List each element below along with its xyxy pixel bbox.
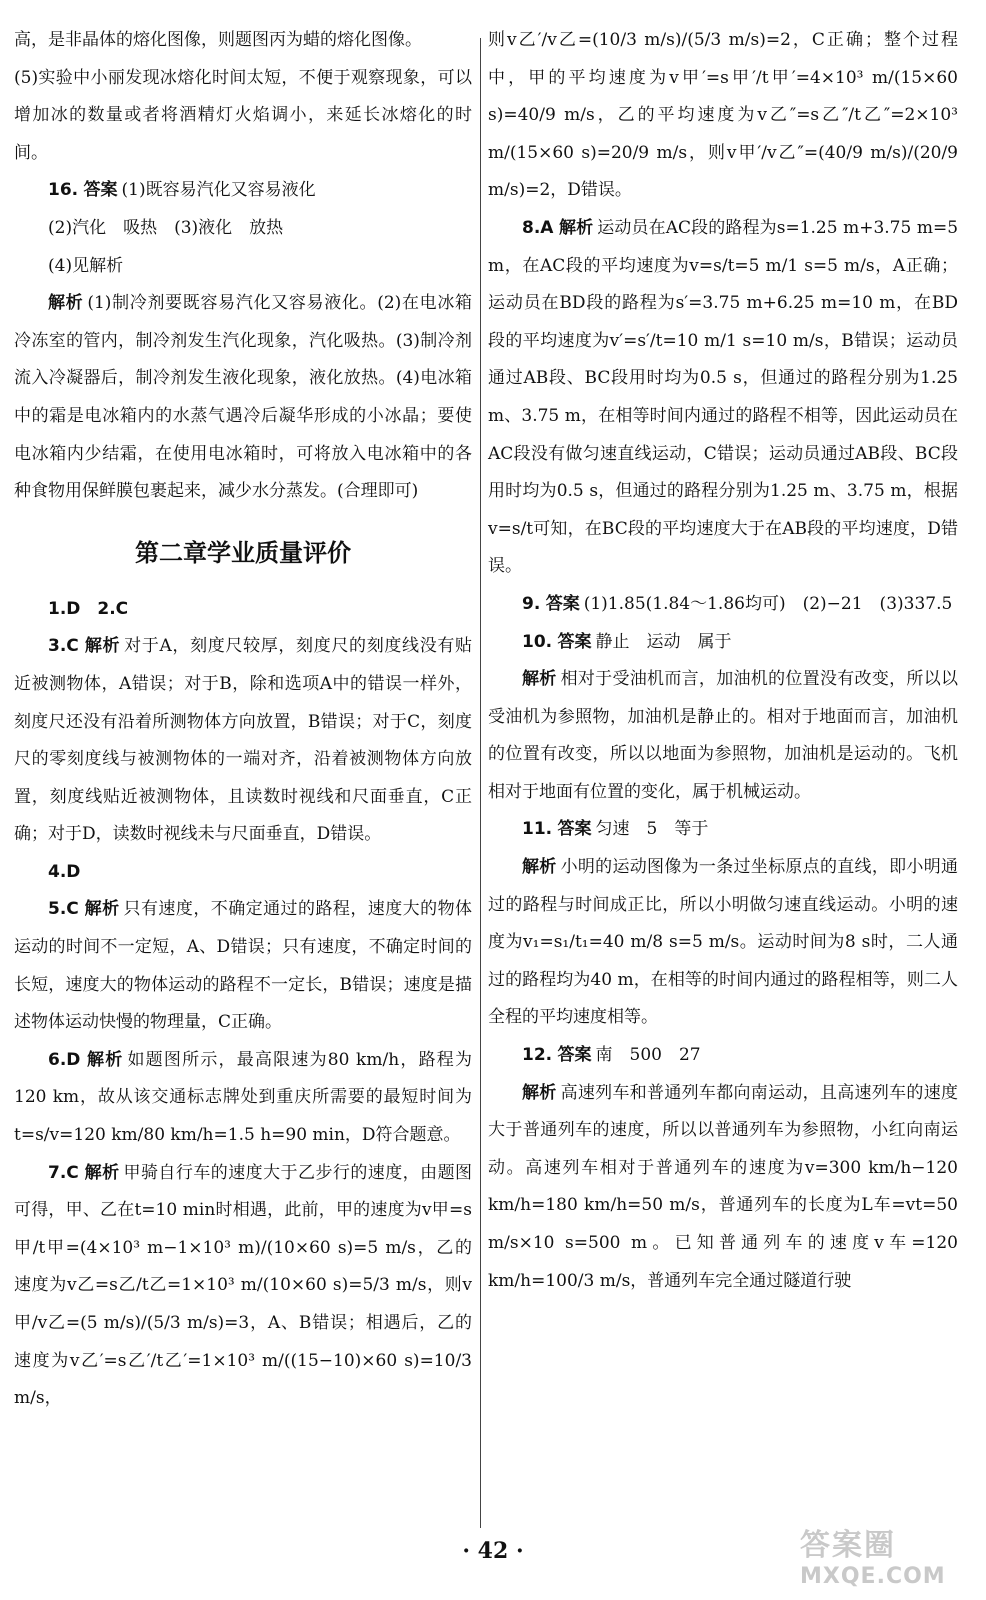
watermark-line2: MXQE.COM — [800, 1564, 946, 1589]
left-column — [14, 22, 472, 1418]
paragraph-text: 对于A，刻度尺较厚，刻度尺的刻度线没有贴近被测物体，A错误；对于B，除和选项A中的错误一样外，刻度尺还没有沿着所测物体方向放置，B错误；对于C，刻度尺的零刻度线与被测物体的一端对齐，沿着被测物体方向放置，刻度线贴近被测物体，且读数时视线和尺面垂直，C正确；对于D，读数时视线未与尺面垂直，D错误。 — [14, 636, 473, 845]
answer-paragraph — [488, 849, 958, 1037]
paragraph-text: (1)既容易汽化又容易液化 — [121, 180, 316, 201]
answer-paragraph — [488, 811, 958, 849]
answer-paragraph — [14, 591, 472, 629]
watermark-line1: 答案圈 — [800, 1528, 896, 1563]
paragraph-text: (1)1.85(1.84～1.86均可) (2)−21 (3)337.5 — [583, 593, 953, 614]
paragraph-text: 高速列车和普通列车都向南运动，且高速列车的速度大于普通列车的速度，所以以普通列车为参照物，小红向南运动。高速列车相对于普通列车的速度为v=300 km/h−120 km/h=180 km/h=50 m/s，普通列车的长度为L车=vt=50 m/s×10 s=500 m。已知普通列车的速度v车=120 km/h=100/3 m/s，普通列车完全通过隧道行驶 — [488, 1082, 959, 1291]
paragraph-text: 如题图所示，最高限速为80 km/h，路程为120 km，故从该交通标志牌处到重庆所需要的最短时间为t=s/v=120 km/80 km/h=1.5 h=90 min，D符合题意。 — [14, 1049, 473, 1146]
answer-paragraph — [488, 661, 958, 811]
paragraph-text: (4)见解析 — [48, 255, 124, 276]
answer-paragraph — [14, 285, 472, 511]
question-number: 8.A — [522, 217, 554, 238]
answer-paragraph — [14, 854, 472, 892]
right-column — [488, 22, 958, 1300]
paragraph-text: 小明的运动图像为一条过坐标原点的直线，即小明通过的路程与时间成正比，所以小明做匀速直线运动。小明的速度为v₁=s₁/t₁=40 m/8 s=5 m/s。运动时间为8 s时，二人通过的路程均为40 m，在相等的时间内通过的路程相等，则二人全程的平均速度相等。 — [488, 857, 959, 1028]
answer-paragraph — [14, 628, 472, 854]
question-number: 7.C — [48, 1162, 79, 1183]
keyword-label: 解析 — [84, 1162, 120, 1183]
paragraph-text: (1)制冷剂要既容易汽化又容易液化。(2)在电冰箱冷冻室的管内，制冷剂发生汽化现象，汽化吸热。(3)制冷剂流入冷凝器后，制冷剂发生液化现象，液化放热。(4)电冰箱中的霜是电冰箱内的水蒸气遇冷后凝华形成的小冰晶；要使电冰箱内少结霜，在使用电冰箱时，可将放入电冰箱中的各种食物用保鲜膜包裹起来，减少水分蒸发。(合理即可) — [14, 293, 472, 502]
answer-paragraph — [488, 22, 958, 210]
answer-paragraph — [488, 586, 958, 624]
answer-paragraph — [14, 172, 472, 210]
keyword-label: 解析 — [84, 636, 121, 657]
answer-paragraph — [488, 624, 958, 662]
keyword-label: 解析 — [522, 857, 557, 878]
paragraph-text: 匀速 5 等于 — [595, 819, 709, 840]
answer-paragraph — [14, 248, 472, 286]
paragraph-text: 南 500 27 — [595, 1045, 701, 1066]
answer-paragraph — [488, 1037, 958, 1075]
question-number: 4.D — [48, 861, 81, 882]
question-number: 9. — [522, 593, 541, 614]
keyword-label: 答案 — [545, 593, 580, 614]
paragraph-text: 只有速度，不确定通过的路程，速度大的物体运动的时间不一定短，A、D错误；只有速度，不确定时间的长短，速度大的物体运动的路程不一定长，B错误；速度是描述物体运动快慢的物理量，C正确。 — [14, 899, 473, 1033]
answer-paragraph — [14, 22, 472, 60]
question-number: 1.D 2.C — [48, 598, 129, 619]
keyword-label: 答案 — [557, 819, 592, 840]
keyword-label: 解析 — [48, 293, 84, 314]
paragraph-text: 静止 运动 属于 — [595, 631, 732, 652]
question-number: 12. — [522, 1045, 553, 1066]
answer-paragraph — [488, 1075, 958, 1301]
keyword-label: 答案 — [83, 180, 118, 201]
keyword-label: 答案 — [557, 1045, 592, 1066]
question-number: 6.D — [48, 1049, 81, 1070]
question-number: 3.C — [48, 636, 79, 657]
question-number: 10. — [522, 631, 553, 652]
answer-paragraph — [488, 210, 958, 586]
keyword-label: 解析 — [558, 217, 594, 238]
column-divider — [480, 38, 481, 1528]
section-title: 第二章学业质量评价 — [135, 538, 351, 567]
question-number: 5.C — [48, 899, 79, 920]
paragraph-text: 相对于受油机而言，加油机的位置没有改变，所以以受油机为参照物，加油机是静止的。相对于地面而言，加油机的位置有改变，所以以地面为参照物，加油机是运动的。飞机相对于地面有位置的变化，属于机械运动。 — [488, 669, 959, 802]
answer-paragraph — [14, 891, 472, 1041]
paragraph-text: 则v乙′/v乙=(10/3 m/s)/(5/3 m/s)=2，C正确；整个过程中，甲的平均速度为v甲′=s甲′/t甲′=4×10³ m/(15×60 s)=40/9 m/s，乙的平均速度为v乙″=s乙″/t乙″=2×10³ m/(15×60 s)=20/9 m/s，则v甲′/v乙″=(40/9 m/s)/(20/9 m/s)=2，D错误。 — [488, 30, 958, 201]
watermark-logo — [800, 1520, 980, 1595]
answer-paragraph — [14, 210, 472, 248]
answer-paragraph — [14, 1155, 472, 1418]
keyword-label: 解析 — [87, 1049, 124, 1070]
keyword-label: 解析 — [522, 669, 557, 690]
answer-paragraph — [14, 1042, 472, 1155]
paragraph-text: (2)汽化 吸热 (3)液化 放热 — [48, 217, 284, 238]
keyword-label: 答案 — [557, 631, 592, 652]
paragraph-text: 高，是非晶体的熔化图像，则题图丙为蜡的熔化图像。 — [14, 30, 422, 50]
question-number: 11. — [522, 819, 553, 840]
paragraph-text: (5)实验中小丽发现冰熔化时间太短，不便于观察现象，可以增加冰的数量或者将酒精灯火焰调小，来延长冰熔化的时间。 — [14, 67, 472, 163]
keyword-label: 解析 — [84, 899, 120, 920]
paragraph-text: 运动员在AC段的路程为s=1.25 m+3.75 m=5 m，在AC段的平均速度为v=s/t=5 m/1 s=5 m/s，A正确；运动员在BD段的路程为s′=3.75 m+6.25 m=10 m，在BD段的平均速度为v′=s′/t=10 m/1 s=10 m/s，B错误；运动员通过AB段、BC段用时均为0.5 s，但通过的路程分别为1.25 m、3.75 m，在相等时间内通过的路程不相等，因此运动员在AC段没有做匀速直线运动，C错误；运动员通过AB段、BC段用时均为0.5 s，但通过的路程分别为1.25 m、3.75 m，根据v=s/t可知，在BC段的平均速度大于在AB段的平均速度，D错误。 — [488, 217, 959, 577]
page-number: · 42 · — [462, 1538, 524, 1564]
answer-paragraph — [14, 60, 472, 173]
question-number: 16. — [48, 180, 79, 201]
keyword-label: 解析 — [522, 1082, 557, 1103]
paragraph-text: 甲骑自行车的速度大于乙步行的速度，由题图可得，甲、乙在t=10 min时相遇，此前，甲的速度为v甲=s甲/t甲=(4×10³ m−1×10³ m)/(10×60 s)=5 m/s，乙的速度为v乙=s乙/t乙=1×10³ m/(10×60 s)=5/3 m/s，则v甲/v乙=(5 m/s)/(5/3 m/s)=3，A、B错误；相遇后，乙的速度为v乙′=s乙′/t乙′=1×10³ m/((15−10)×60 s)=10/3 m/s， — [14, 1162, 473, 1409]
